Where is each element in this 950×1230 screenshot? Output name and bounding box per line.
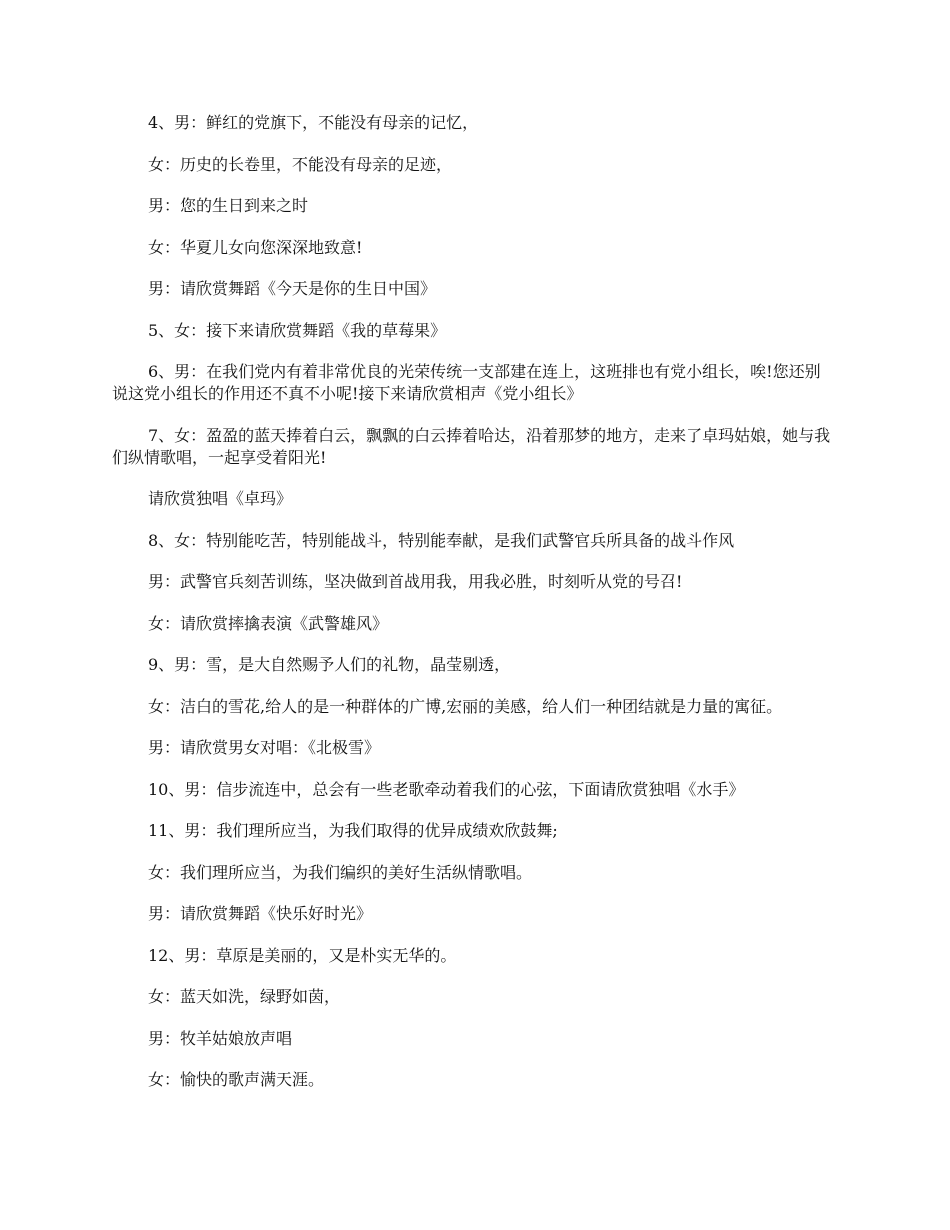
paragraph-21: 女：蓝天如洗，绿野如茵， bbox=[148, 987, 341, 1006]
paragraph-9: 请欣赏独唱《卓玛》 bbox=[148, 489, 293, 508]
paragraph-7: 6、男：在我们党内有着非常优良的光荣传统一支部建在连上，这班排也有党小组长，唉!您还别说这党小组长的作用还不真不小呢!接下来请欣赏相声《党小组长》 bbox=[112, 362, 821, 403]
paragraph-3: 男：您的生日到来之时 bbox=[148, 196, 309, 215]
paragraph-2: 女：历史的长卷里，不能没有母亲的足迹， bbox=[148, 154, 453, 174]
paragraph-20: 12、男：草原是美丽的，又是朴实无华的。 bbox=[148, 945, 457, 965]
paragraph-13: 9、男：雪，是大自然赐予人们的礼物，晶莹剔透， bbox=[148, 655, 511, 674]
paragraph-6: 5、女：接下来请欣赏舞蹈《我的草莓果》 bbox=[148, 320, 447, 340]
paragraph-17: 11、男：我们理所应当，为我们取得的优异成绩欢欣鼓舞; bbox=[148, 821, 558, 840]
paragraph-14: 女：洁白的雪花,给人的是一种群体的广博,宏丽的美感，给人们一种团结就是力量的寓征。 bbox=[148, 696, 783, 716]
paragraph-16: 10、男：信步流连中，总会有一些老歌牵动着我们的心弦，下面请欣赏独唱《水手》 bbox=[148, 779, 745, 799]
paragraph-18: 女：我们理所应当，为我们编织的美好生活纵情歌唱。 bbox=[148, 862, 533, 882]
paragraph-5: 男：请欣赏舞蹈《今天是你的生日中国》 bbox=[148, 279, 437, 298]
paragraph-10: 8、女：特别能吃苦，特别能战斗，特别能奉献，是我们武警官兵所具备的战斗作风 bbox=[148, 530, 735, 550]
paragraph-22: 男：牧羊姑娘放声唱 bbox=[148, 1028, 293, 1048]
paragraph-11: 男：武警官兵刻苦训练，坚决做到首战用我，用我必胜，时刻听从党的号召! bbox=[148, 572, 683, 591]
paragraph-8: 7、女：盈盈的蓝天捧着白云，飘飘的白云捧着哈达，沿着那梦的地方，走来了卓玛姑娘，她与我们纵情歌唱，一起享受着阳光! bbox=[112, 425, 831, 467]
paragraph-19: 男：请欣赏舞蹈《快乐好时光》 bbox=[148, 904, 373, 923]
paragraph-4: 女：华夏儿女向您深深地致意! bbox=[148, 237, 363, 257]
paragraph-15: 男：请欣赏男女对唱：《北极雪》 bbox=[148, 738, 381, 757]
paragraph-23: 女：愉快的歌声满天涯。 bbox=[148, 1070, 325, 1089]
document-body bbox=[112, 112, 834, 1111]
paragraph-1: 4、男：鲜红的党旗下，不能没有母亲的记忆， bbox=[148, 113, 479, 132]
paragraph-12: 女：请欣赏摔擒表演《武警雄风》 bbox=[148, 613, 389, 633]
